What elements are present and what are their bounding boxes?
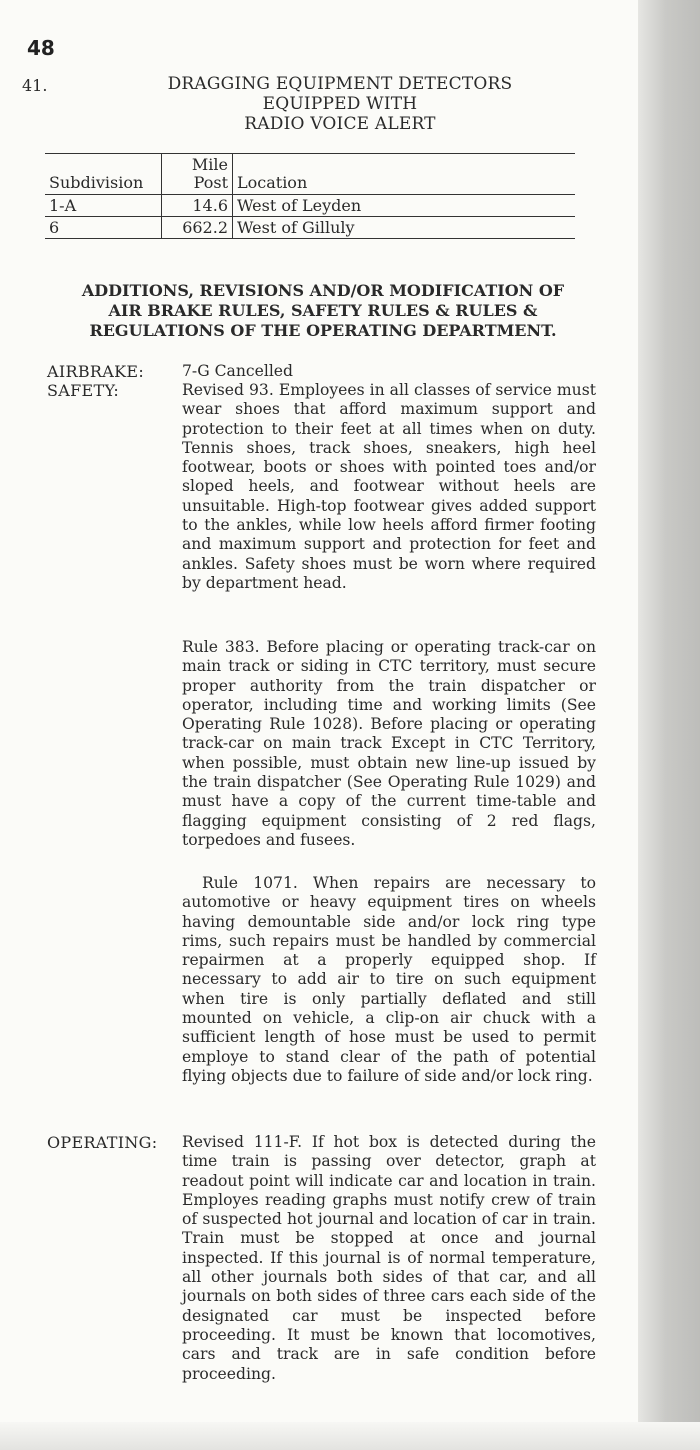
header-subdivision: Subdivision: [45, 154, 162, 195]
safety-text: Revised 93. Employees in all classes of service must wear shoes that afford maximum support and protection to their feet at all times when on duty. Tennis shoes, track shoes, sneakers, high heel footwear, boots or shoes with pointed toes and/or sloped heels, and footwear without heels are unsuitable. High-top footwear gives added support to the ankles, while low heels afford firmer footing and maximum support and protection for feet and ankles. Safety shoes must be worn where required by department head.: [182, 381, 596, 592]
page-bottom-edge: [0, 1422, 700, 1450]
cell-subdivision: 1-A: [45, 195, 162, 217]
page-edge-shadow: [638, 0, 700, 1450]
rules-heading-line: AIR BRAKE RULES, SAFETY RULES & RULES &: [108, 301, 538, 320]
airbrake-label: AIRBRAKE:: [47, 362, 145, 381]
section-title: [60, 74, 620, 134]
rules-heading-line: ADDITIONS, REVISIONS AND/OR MODIFICATION OF: [81, 281, 565, 300]
section-title-line: DRAGGING EQUIPMENT DETECTORS: [167, 74, 513, 94]
cell-location: West of Leyden: [233, 195, 576, 217]
table-row: [45, 217, 575, 239]
section-title-line: EQUIPPED WITH: [262, 94, 418, 114]
page-number: 48: [27, 36, 55, 60]
operating-text: Revised 111-F. If hot box is detected during the time train is passing over detector, graph at readout point will indicate car and location in train. Employes reading graphs must notify crew of train of suspected hot journal and location of car in train. Train must be stopped at once and journal inspected. If this journal is of normal temperature, all other journals both sides of that car, and all journals on both sides of three cars each side of the designated car must be inspected before proceeding. It must be known that locomotives, cars and track are in safe condition before proceeding.: [182, 1133, 596, 1383]
detector-table: [45, 153, 575, 239]
airbrake-text: 7-G Cancelled: [182, 362, 294, 380]
header-post: Post: [193, 173, 228, 192]
header-mile: Mile: [191, 155, 228, 174]
cell-mile-post: 662.2: [162, 217, 233, 239]
item-number: 41.: [22, 76, 48, 95]
cell-subdivision: 6: [45, 217, 162, 239]
operating-label: OPERATING:: [47, 1133, 158, 1152]
rules-heading-line: REGULATIONS OF THE OPERATING DEPARTMENT.: [89, 321, 557, 340]
rule-383-text: Rule 383. Before placing or operating track-car on main track or siding in CTC territory, must secure proper authority from the train dispatcher or operator, including time and working limits (See Operating Rule 1028). Before placing or operating track-car on main track Except in CTC Territory, when possible, must obtain new line-up issued by the train dispatcher (See Operating Rule 1029) and must have a copy of the current time-table and flagging equipment consisting of 2 red flags, torpedoes and fusees.: [182, 638, 596, 849]
cell-location: West of Gilluly: [233, 217, 576, 239]
section-title-line: RADIO VOICE ALERT: [244, 114, 436, 134]
safety-label: SAFETY:: [47, 381, 120, 400]
table-row: [45, 195, 575, 217]
rule-1071-text: Rule 1071. When repairs are necessary to automotive or heavy equipment tires on wheels having demountable side and/or lock ring type rims, such repairs must be handled by commercial repairmen at a properly equipped shop. If necessary to add air to tire on such equipment when tire is only partially deflated and still mounted on vehicle, a clip-on air chuck with a sufficient length of hose must be used to permit employe to stand clear of the path of potential flying objects due to failure of side and/or lock ring.: [182, 874, 596, 1085]
table-header-row: [45, 154, 575, 195]
header-mile-post: [162, 154, 233, 195]
rules-heading: [58, 281, 588, 341]
header-location: Location: [233, 154, 576, 195]
cell-mile-post: 14.6: [162, 195, 233, 217]
